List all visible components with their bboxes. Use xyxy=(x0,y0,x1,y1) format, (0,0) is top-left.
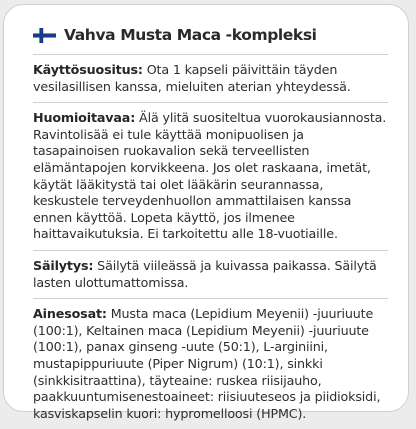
warning-label: Huomioitavaa: xyxy=(33,110,136,126)
finland-flag-icon xyxy=(33,28,56,43)
usage-text: Ota 1 kapseli päivittäin täyden vesilasillisen kanssa, mieluiten aterian yhteydessä. xyxy=(33,62,351,94)
storage-label: Säilytys: xyxy=(33,257,94,273)
card-header xyxy=(33,25,388,45)
warning-text: Älä ylitä suositeltua vuorokausiannosta. Ravintolisää ei tule käyttää monipuolisen ja tasapainoisen ruokavalion sekä terveellisten elämäntapojen korvikkeena. Jos olet raskaana, imetät, käytät lääkitystä tai olet lääkärin seurannassa, keskustele terveydenhuollon ammattilaisen kanssa ennen käyttöä. Lopeta käyttö, jos ilmenee haittavaikutuksia. Ei tarkoitettu alle 18-vuotiaille. xyxy=(33,110,387,242)
ingredients-text: Musta maca (Lepidium Meyenii) -juuriuute (100:1), Keltainen maca (Lepidium Meyenii) -juuriuute (100:1), panax ginseng -uute (50:1), L-arginiini, mustapippuriuute (Piper Nigrum) (10:1), sinkki (sinkkisitraattina), täyteaine: ruskea riisijauho, paakkuuntumisenestoaineet: riisiuuteseos ja piidioksidi, kasviskapselin kuori: hypromelloosi (HPMC). xyxy=(33,306,381,421)
usage-label: Käyttösuositus: xyxy=(33,62,143,77)
storage-section xyxy=(33,251,388,299)
usage-section xyxy=(33,55,388,103)
product-info-card xyxy=(3,4,409,421)
ingredients-label: Ainesosat: xyxy=(33,306,107,322)
flag-cross-horizontal xyxy=(33,33,56,37)
product-title: Vahva Musta Maca -kompleksi xyxy=(64,26,317,44)
ingredients-section xyxy=(33,299,388,429)
warning-section xyxy=(33,103,388,251)
storage-text: Säilytä viileässä ja kuivassa paikassa. Säilytä lasten ulottumattomissa. xyxy=(33,257,377,290)
